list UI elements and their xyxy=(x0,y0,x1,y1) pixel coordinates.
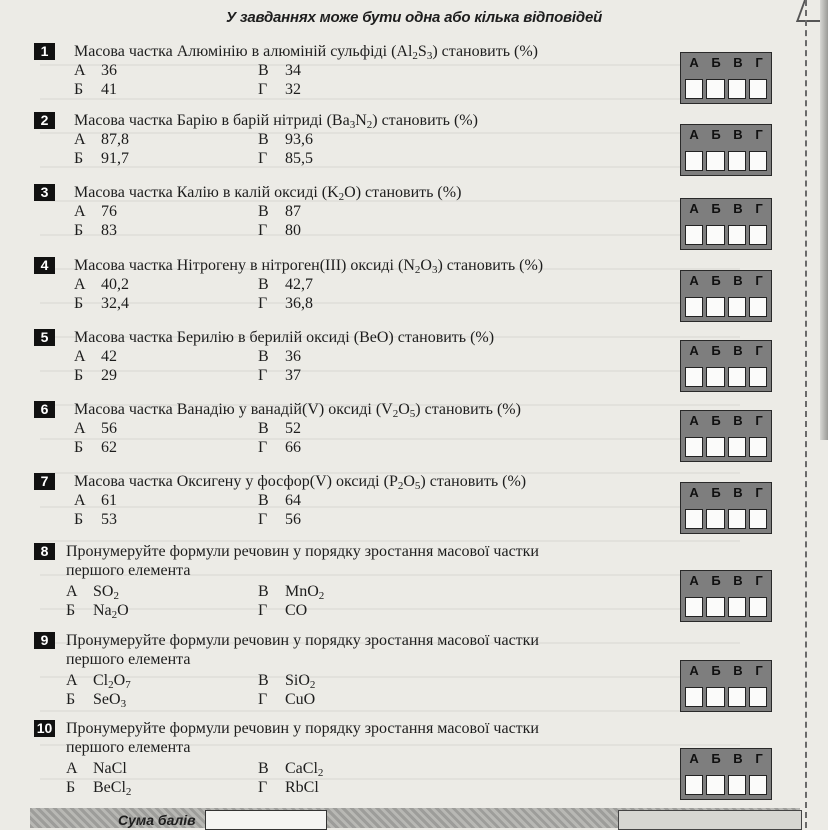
option-letter: А xyxy=(74,348,86,365)
answer-cell[interactable] xyxy=(728,367,746,387)
answer-cell[interactable] xyxy=(728,151,746,171)
option-letter: Г xyxy=(258,602,268,619)
grid-letter: А xyxy=(689,127,699,142)
grid-letter: Г xyxy=(755,55,763,70)
question-10 xyxy=(34,719,654,799)
answer-cells xyxy=(685,597,767,617)
grid-letter: Б xyxy=(711,55,721,70)
answer-cells xyxy=(685,297,767,317)
score-box-2[interactable] xyxy=(618,810,802,830)
question-text: Масова частка Алюмінію в алюміній сульфіді $(Al_2S_3)$ становить (%) xyxy=(74,43,538,62)
answer-cell[interactable] xyxy=(728,775,746,795)
question-text: Пронумеруйте формули речовин у порядку зростання масової частки першого елемента xyxy=(66,632,539,668)
option-value: 61 xyxy=(101,492,117,509)
option-letter: В xyxy=(258,276,269,293)
question-6 xyxy=(34,400,654,460)
option-value: $Cl_2O_7$ xyxy=(93,672,131,691)
option-value: 93,6 xyxy=(285,131,313,148)
question-text: Масова частка Нітрогену в нітроген(III) оксиді $(N_2O_3)$ становить (%) xyxy=(74,257,544,276)
answer-cells xyxy=(685,775,767,795)
option-letter: А xyxy=(66,583,78,600)
answer-grid-9 xyxy=(680,660,772,712)
option-letter: В xyxy=(258,760,269,777)
grid-letter: Г xyxy=(755,343,763,358)
question-2 xyxy=(34,111,654,171)
option-value: 37 xyxy=(285,367,301,384)
option-a xyxy=(66,759,127,778)
option-b xyxy=(74,438,117,457)
answer-cell[interactable] xyxy=(749,367,767,387)
option-letter: Б xyxy=(74,511,84,528)
grid-letter: А xyxy=(689,663,699,678)
score-box[interactable] xyxy=(205,810,327,830)
option-letter: А xyxy=(74,420,86,437)
option-letter: Б xyxy=(74,222,84,239)
option-a xyxy=(74,491,117,510)
option-letter: Б xyxy=(74,295,84,312)
option-a xyxy=(66,582,119,601)
option-value: $Na_2O$ xyxy=(93,602,129,621)
option-v xyxy=(258,671,315,690)
grid-letter: Г xyxy=(755,485,763,500)
option-letter: Б xyxy=(74,439,84,456)
option-letter: В xyxy=(258,492,269,509)
option-v xyxy=(258,130,313,149)
answer-grid-header xyxy=(681,55,771,70)
grid-letter: Б xyxy=(711,485,721,500)
question-number: 2 xyxy=(34,112,55,129)
grid-letter: В xyxy=(733,413,743,428)
answer-grid-header xyxy=(681,343,771,358)
option-a xyxy=(74,275,129,294)
answer-cell[interactable] xyxy=(706,687,724,707)
answer-cell[interactable] xyxy=(706,79,724,99)
question-3 xyxy=(34,183,654,243)
grid-letter: А xyxy=(689,273,699,288)
grid-letter: А xyxy=(689,413,699,428)
option-b xyxy=(74,149,129,168)
option-a xyxy=(74,202,117,221)
option-b xyxy=(74,510,117,529)
option-letter: А xyxy=(74,131,86,148)
question-number: 1 xyxy=(34,43,55,60)
question-text: Пронумеруйте формули речовин у порядку зростання масової частки першого елемента xyxy=(66,543,539,579)
option-a xyxy=(74,419,117,438)
option-letter: Г xyxy=(258,511,268,528)
answer-cell[interactable] xyxy=(749,437,767,457)
answer-cell[interactable] xyxy=(685,775,703,795)
grid-letter: Г xyxy=(755,201,763,216)
option-letter: В xyxy=(258,203,269,220)
grid-letter: Б xyxy=(711,663,721,678)
option-g xyxy=(258,149,313,168)
answer-cell[interactable] xyxy=(728,225,746,245)
option-value: BeCl$_2$ xyxy=(93,779,132,798)
question-text: Масова частка Калію в калій оксиді $(K_2O)$ становить (%) xyxy=(74,184,462,203)
option-b xyxy=(66,690,126,709)
grid-letter: Г xyxy=(755,127,763,142)
option-value: 32,4 xyxy=(101,295,129,312)
question-text: Масова частка Барію в барій нітриді $(Ba_3N_2)$ становить (%) xyxy=(74,112,478,131)
option-value: 36 xyxy=(285,348,301,365)
answer-grid-5 xyxy=(680,340,772,392)
answer-grid-4 xyxy=(680,270,772,322)
option-value: 29 xyxy=(101,367,117,384)
grid-letter: А xyxy=(689,485,699,500)
option-value: 85,5 xyxy=(285,150,313,167)
option-value: SeO$_3$ xyxy=(93,691,127,710)
answer-cell[interactable] xyxy=(749,297,767,317)
option-value: 34 xyxy=(285,62,301,79)
answer-cell[interactable] xyxy=(685,437,703,457)
option-value: 80 xyxy=(285,222,301,239)
option-value: 91,7 xyxy=(101,150,129,167)
answer-grid-6 xyxy=(680,410,772,462)
option-a xyxy=(74,61,117,80)
instructions-header: У завданнях може бути одна або кілька відповідей xyxy=(225,9,603,26)
question-number: 5 xyxy=(34,329,55,346)
option-letter: Б xyxy=(66,691,76,708)
footer-label: Сума балів xyxy=(118,812,196,828)
answer-cell[interactable] xyxy=(706,367,724,387)
answer-grid-header xyxy=(681,485,771,500)
question-text: Пронумеруйте формули речовин у порядку зростання масової частки першого елемента xyxy=(66,720,539,756)
option-a xyxy=(66,671,131,690)
option-value: 66 xyxy=(285,439,301,456)
option-g xyxy=(258,80,301,99)
grid-letter: В xyxy=(733,751,743,766)
answer-grid-2 xyxy=(680,124,772,176)
option-value: 52 xyxy=(285,420,301,437)
page-edge xyxy=(820,0,828,440)
option-v xyxy=(258,582,324,601)
answer-cells xyxy=(685,437,767,457)
option-b xyxy=(74,221,117,240)
option-letter: Б xyxy=(66,779,76,796)
option-letter: В xyxy=(258,420,269,437)
answer-cell[interactable] xyxy=(749,687,767,707)
grid-letter: В xyxy=(733,573,743,588)
grid-letter: В xyxy=(733,127,743,142)
option-value: 41 xyxy=(101,81,117,98)
option-value: 56 xyxy=(285,511,301,528)
answer-cell[interactable] xyxy=(749,151,767,171)
question-text: Масова частка Ванадію у ванадій(V) оксиді $(V_2O_5)$ становить (%) xyxy=(74,401,521,420)
option-value: CaCl$_2$ xyxy=(285,760,324,779)
answer-cells xyxy=(685,509,767,529)
option-letter: Г xyxy=(258,779,268,796)
option-letter: А xyxy=(74,492,86,509)
option-g xyxy=(258,690,315,709)
option-g xyxy=(258,601,307,620)
question-text: Масова частка Оксигену у фосфор(V) оксиді $(P_2O_5)$ становить (%) xyxy=(74,473,527,492)
option-letter: В xyxy=(258,62,269,79)
option-letter: Б xyxy=(74,81,84,98)
option-a xyxy=(74,347,117,366)
option-g xyxy=(258,294,313,313)
grid-letter: А xyxy=(689,751,699,766)
grid-letter: Б xyxy=(711,273,721,288)
answer-cell[interactable] xyxy=(728,509,746,529)
grid-letter: В xyxy=(733,485,743,500)
option-a xyxy=(74,130,129,149)
answer-cell[interactable] xyxy=(749,225,767,245)
option-value: 56 xyxy=(101,420,117,437)
option-letter: В xyxy=(258,583,269,600)
answer-grid-header xyxy=(681,573,771,588)
option-v xyxy=(258,759,323,778)
option-value: 87 xyxy=(285,203,301,220)
answer-cell[interactable] xyxy=(749,775,767,795)
option-g xyxy=(258,221,301,240)
option-letter: В xyxy=(258,348,269,365)
option-letter: Г xyxy=(258,81,268,98)
option-b xyxy=(74,80,117,99)
option-letter: А xyxy=(74,62,86,79)
option-value: 42 xyxy=(101,348,117,365)
option-b xyxy=(66,601,129,620)
option-g xyxy=(258,778,319,797)
option-v xyxy=(258,202,301,221)
answer-cell[interactable] xyxy=(685,297,703,317)
cut-line xyxy=(805,0,807,828)
answer-grid-8 xyxy=(680,570,772,622)
option-b xyxy=(66,778,131,797)
option-v xyxy=(258,491,301,510)
answer-cells xyxy=(685,367,767,387)
option-value: $SO_2$ xyxy=(93,583,119,602)
answer-grid-header xyxy=(681,127,771,142)
answer-grid-header xyxy=(681,751,771,766)
option-value: 87,8 xyxy=(101,131,129,148)
grid-letter: В xyxy=(733,663,743,678)
option-b xyxy=(74,366,117,385)
grid-letter: Г xyxy=(755,273,763,288)
answer-grid-7 xyxy=(680,482,772,534)
question-number: 3 xyxy=(34,184,55,201)
answer-grid-header xyxy=(681,273,771,288)
question-number: 8 xyxy=(34,543,55,560)
answer-cell[interactable] xyxy=(728,687,746,707)
answer-cell[interactable] xyxy=(728,597,746,617)
question-5 xyxy=(34,328,654,388)
answer-cell[interactable] xyxy=(749,79,767,99)
answer-cell[interactable] xyxy=(728,79,746,99)
option-value: CO xyxy=(285,602,308,619)
option-value: 36 xyxy=(101,62,117,79)
question-number: 6 xyxy=(34,401,55,418)
answer-grid-10 xyxy=(680,748,772,800)
answer-cells xyxy=(685,79,767,99)
answer-cell[interactable] xyxy=(685,687,703,707)
option-letter: Г xyxy=(258,367,268,384)
grid-letter: Г xyxy=(755,573,763,588)
grid-letter: В xyxy=(733,273,743,288)
option-value: SiO$_2$ xyxy=(285,672,316,691)
option-g xyxy=(258,438,301,457)
answer-grid-1 xyxy=(680,52,772,104)
grid-letter: Г xyxy=(755,413,763,428)
option-letter: Г xyxy=(258,222,268,239)
answer-cell[interactable] xyxy=(706,151,724,171)
answer-cell[interactable] xyxy=(728,437,746,457)
question-number: 4 xyxy=(34,257,55,274)
answer-cell[interactable] xyxy=(706,297,724,317)
question-4 xyxy=(34,256,654,316)
option-g xyxy=(258,366,301,385)
answer-cell[interactable] xyxy=(685,151,703,171)
question-text: Масова частка Берилію в берилій оксиді (BeO) становить (%) xyxy=(74,329,495,346)
option-letter: Г xyxy=(258,439,268,456)
answer-cell[interactable] xyxy=(706,225,724,245)
grid-letter: В xyxy=(733,343,743,358)
option-letter: Г xyxy=(258,691,268,708)
option-letter: В xyxy=(258,672,269,689)
answer-cell[interactable] xyxy=(706,437,724,457)
question-1 xyxy=(34,42,654,102)
answer-cell[interactable] xyxy=(685,367,703,387)
grid-letter: А xyxy=(689,55,699,70)
option-value: 36,8 xyxy=(285,295,313,312)
option-letter: Г xyxy=(258,150,268,167)
grid-letter: Б xyxy=(711,751,721,766)
option-b xyxy=(74,294,129,313)
option-value: CuO xyxy=(285,691,316,708)
option-letter: Б xyxy=(74,367,84,384)
answer-cell[interactable] xyxy=(728,297,746,317)
answer-cell[interactable] xyxy=(706,597,724,617)
question-number: 10 xyxy=(34,720,55,737)
option-v xyxy=(258,61,301,80)
grid-letter: В xyxy=(733,55,743,70)
option-value: 40,2 xyxy=(101,276,129,293)
question-number: 7 xyxy=(34,473,55,490)
option-letter: А xyxy=(74,276,86,293)
option-letter: Б xyxy=(66,602,76,619)
answer-cell[interactable] xyxy=(749,597,767,617)
option-letter: А xyxy=(66,760,78,777)
answer-cell[interactable] xyxy=(685,509,703,529)
grid-letter: Б xyxy=(711,573,721,588)
grid-letter: Г xyxy=(755,751,763,766)
option-v xyxy=(258,419,301,438)
grid-letter: В xyxy=(733,201,743,216)
option-letter: Г xyxy=(258,295,268,312)
answer-grid-header xyxy=(681,201,771,216)
answer-cells xyxy=(685,687,767,707)
option-letter: А xyxy=(66,672,78,689)
grid-letter: А xyxy=(689,343,699,358)
option-value: 83 xyxy=(101,222,117,239)
answer-cells xyxy=(685,151,767,171)
option-value: 76 xyxy=(101,203,117,220)
question-number: 9 xyxy=(34,632,55,649)
grid-letter: А xyxy=(689,573,699,588)
option-letter: Б xyxy=(74,150,84,167)
option-g xyxy=(258,510,301,529)
answer-cell[interactable] xyxy=(706,509,724,529)
question-7 xyxy=(34,472,654,532)
answer-cell[interactable] xyxy=(749,509,767,529)
answer-grid-header xyxy=(681,663,771,678)
answer-cells xyxy=(685,225,767,245)
answer-cell[interactable] xyxy=(685,597,703,617)
grid-letter: Б xyxy=(711,343,721,358)
option-value: 32 xyxy=(285,81,301,98)
answer-cell[interactable] xyxy=(706,775,724,795)
answer-cell[interactable] xyxy=(685,225,703,245)
option-value: RbCl xyxy=(285,779,319,796)
option-value: NaCl xyxy=(93,760,127,777)
option-value: 53 xyxy=(101,511,117,528)
answer-cell[interactable] xyxy=(685,79,703,99)
grid-letter: Б xyxy=(711,127,721,142)
question-9 xyxy=(34,631,654,711)
option-letter: В xyxy=(258,131,269,148)
answer-grid-3 xyxy=(680,198,772,250)
question-8 xyxy=(34,542,654,622)
option-value: MnO$_2$ xyxy=(285,583,325,602)
grid-letter: Г xyxy=(755,663,763,678)
grid-letter: А xyxy=(689,201,699,216)
answer-grid-header xyxy=(681,413,771,428)
option-value: 42,7 xyxy=(285,276,313,293)
option-letter: А xyxy=(74,203,86,220)
option-v xyxy=(258,275,313,294)
grid-letter: Б xyxy=(711,413,721,428)
option-v xyxy=(258,347,301,366)
grid-letter: Б xyxy=(711,201,721,216)
option-value: 62 xyxy=(101,439,117,456)
option-value: 64 xyxy=(285,492,301,509)
